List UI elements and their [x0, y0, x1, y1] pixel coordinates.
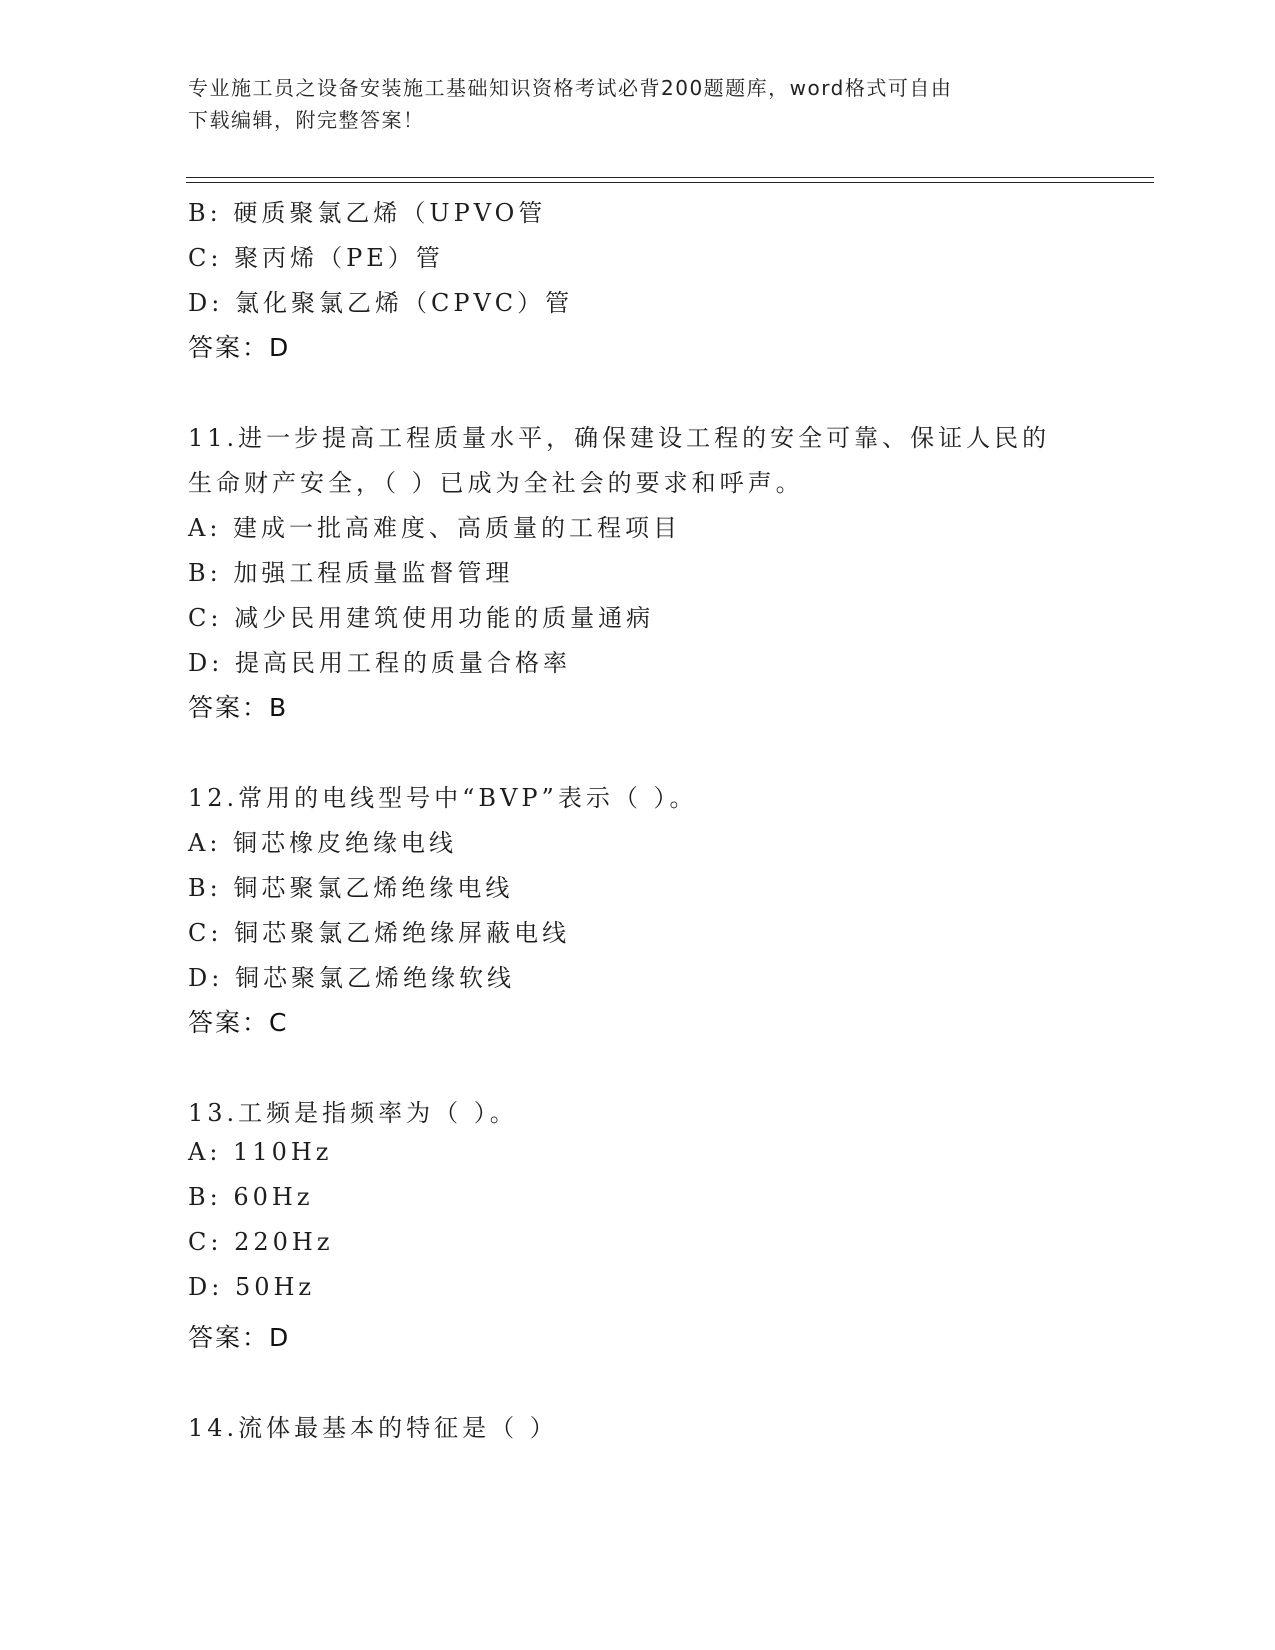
q10-option-c: C: 聚丙烯（PE）管	[188, 244, 444, 272]
q10-option-d: D: 氯化聚氯乙烯（CPVC）管	[188, 289, 574, 317]
q11-answer: 答案：B	[188, 693, 289, 722]
q12-stem: 12.常用的电线型号中“BVP”表示（ ）。	[188, 784, 698, 812]
q10-option-b: B: 硬质聚氯乙烯（UPVO管	[188, 199, 547, 227]
header-line-2: 下载编辑，附完整答案！	[188, 108, 425, 132]
q13-answer: 答案：D	[188, 1323, 291, 1352]
q13-option-b: B: 60Hz	[188, 1183, 314, 1211]
q12-option-b: B: 铜芯聚氯乙烯绝缘电线	[188, 874, 514, 902]
q11-option-c: C: 减少民用建筑使用功能的质量通病	[188, 604, 655, 632]
q14-stem: 14.流体最基本的特征是（ ）	[188, 1414, 558, 1442]
q11-stem-line-2: 生命财产安全，（ ）已成为全社会的要求和呼声。	[188, 469, 804, 497]
q11-option-d: D: 提高民用工程的质量合格率	[188, 649, 571, 677]
header-divider-top	[186, 177, 1154, 178]
q12-answer: 答案：C	[188, 1008, 289, 1037]
q10-answer: 答案：D	[188, 333, 291, 362]
header-line-1: 专业施工员之设备安装施工基础知识资格考试必背200题题库，word格式可自由	[188, 76, 953, 100]
document-header	[188, 72, 1088, 136]
q11-option-a: A: 建成一批高难度、高质量的工程项目	[188, 514, 682, 542]
q13-stem: 13.工频是指频率为（ ）。	[188, 1099, 518, 1127]
q13-option-c: C: 220Hz	[188, 1228, 334, 1256]
q13-option-a: A: 110Hz	[188, 1138, 333, 1166]
q12-option-d: D: 铜芯聚氯乙烯绝缘软线	[188, 964, 515, 992]
q12-option-c: C: 铜芯聚氯乙烯绝缘屏蔽电线	[188, 919, 571, 947]
header-divider-bottom	[186, 182, 1154, 183]
q11-option-b: B: 加强工程质量监督管理	[188, 559, 514, 587]
q13-option-d: D: 50Hz	[188, 1273, 316, 1301]
q11-stem-line-1: 11.进一步提高工程质量水平，确保建设工程的安全可靠、保证人民的	[188, 424, 1051, 452]
q12-option-a: A: 铜芯橡皮绝缘电线	[188, 829, 458, 857]
